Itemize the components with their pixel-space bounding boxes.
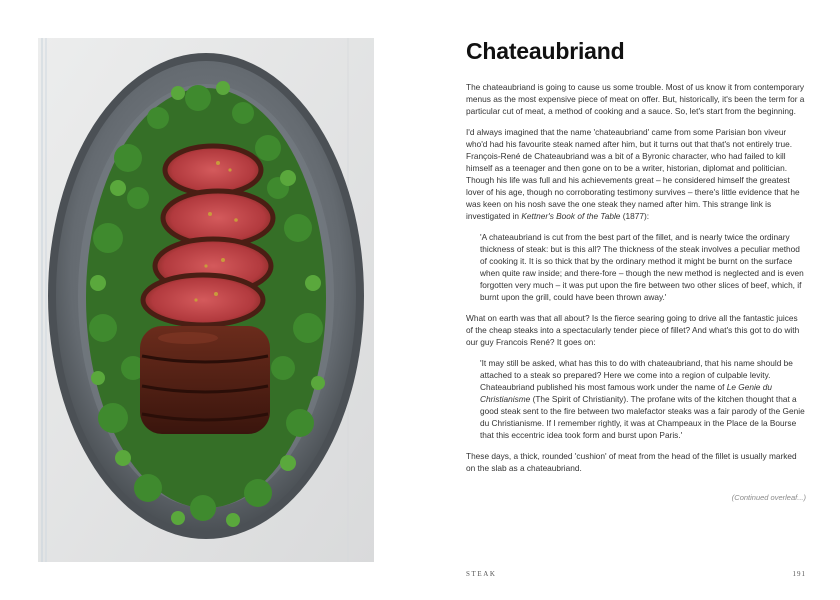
beef-on-watercress-image [38,38,374,562]
continued-note: (Continued overleaf...) [731,493,806,502]
work-title: Le Genie du Christianisme [480,382,772,404]
quote2-text-b: (The Spirit of Christianity). The profane wits of the kitchen thought that a good steak sent to the fire between two malefactor steaks was a fair parody of the Genie du Christianisme. If I remember rightly, it was at Champeaux in the Place de la Bourse that this eccentric idea took form and burst upon Paris.' [480,394,805,440]
kettner-quote-1: 'A chateaubriand is cut from the best part of the fillet, and is nearly twice the ordinary thickness of steak: but is this all? The thickness of the steak involves a peculiar method of cooking it. It is so thick that by the ordinary method it might be burnt on the surface when quite raw inside; and there-fore – though the new method is neglected and is even forgotten very much – it was put upon the fire between two other slices of beef, which, if burnt upon the grill, could have been thrown away.' [480,232,804,302]
article-title: Chateaubriand [466,38,625,64]
question-paragraph: What on earth was that all about? Is the fierce searing going to drive all the fantastic juices of the cheap steaks into a spectacularly tender piece of fillet? And what's this got to do with our guy Francois René? It goes on: [466,313,800,347]
intro-paragraph: The chateaubriand is going to cause us some trouble. Most of us know it from contemporary menus as the most expensive piece of meat on offer. But, historically, it's been the term for a particular cut of meat, a method of cooking and a sauce. So, let's start from the beginning. [466,82,805,116]
history-paragraph [466,126,806,222]
quote2-text-a: 'It may still be asked, what has this to do with chateaubriand, that his name should be attached to a steak so prepared? Here we come into a region of culpable levity. Chateaubriand published his most famous work under the name of [480,358,793,392]
conclusion-paragraph: These days, a thick, rounded 'cushion' of meat from the head of the fillet is usually marked on the slab as a chateaubriand. [466,451,797,473]
page-number: 191 [792,570,806,578]
book-title: Kettner's Book of the Table [521,211,621,221]
section-label: STEAK [466,570,497,578]
kettner-quote-2 [466,357,806,441]
book-year: (1877): [620,211,650,221]
chateaubriand-photo [38,38,374,562]
history-text: I'd always imagined that the name 'chateaubriand' came from some Parisian bon viveur who'd had his favourite steak named after him, but it turns out that that's not entirely true. François-René de Chateaubriand was a bit of a Byronic character, who had failed to kill himself as a teenager and then gone on to be a writer, historian, diplomat and politician. Though his life was full and his achievements great – he considered himself the greatest lover of his age, though no corroborating testimony survives – there's little evidence that he was keen on his nosh save the one steak they named after him. This strange link is investigated in [466,127,800,221]
article-column [466,38,806,483]
